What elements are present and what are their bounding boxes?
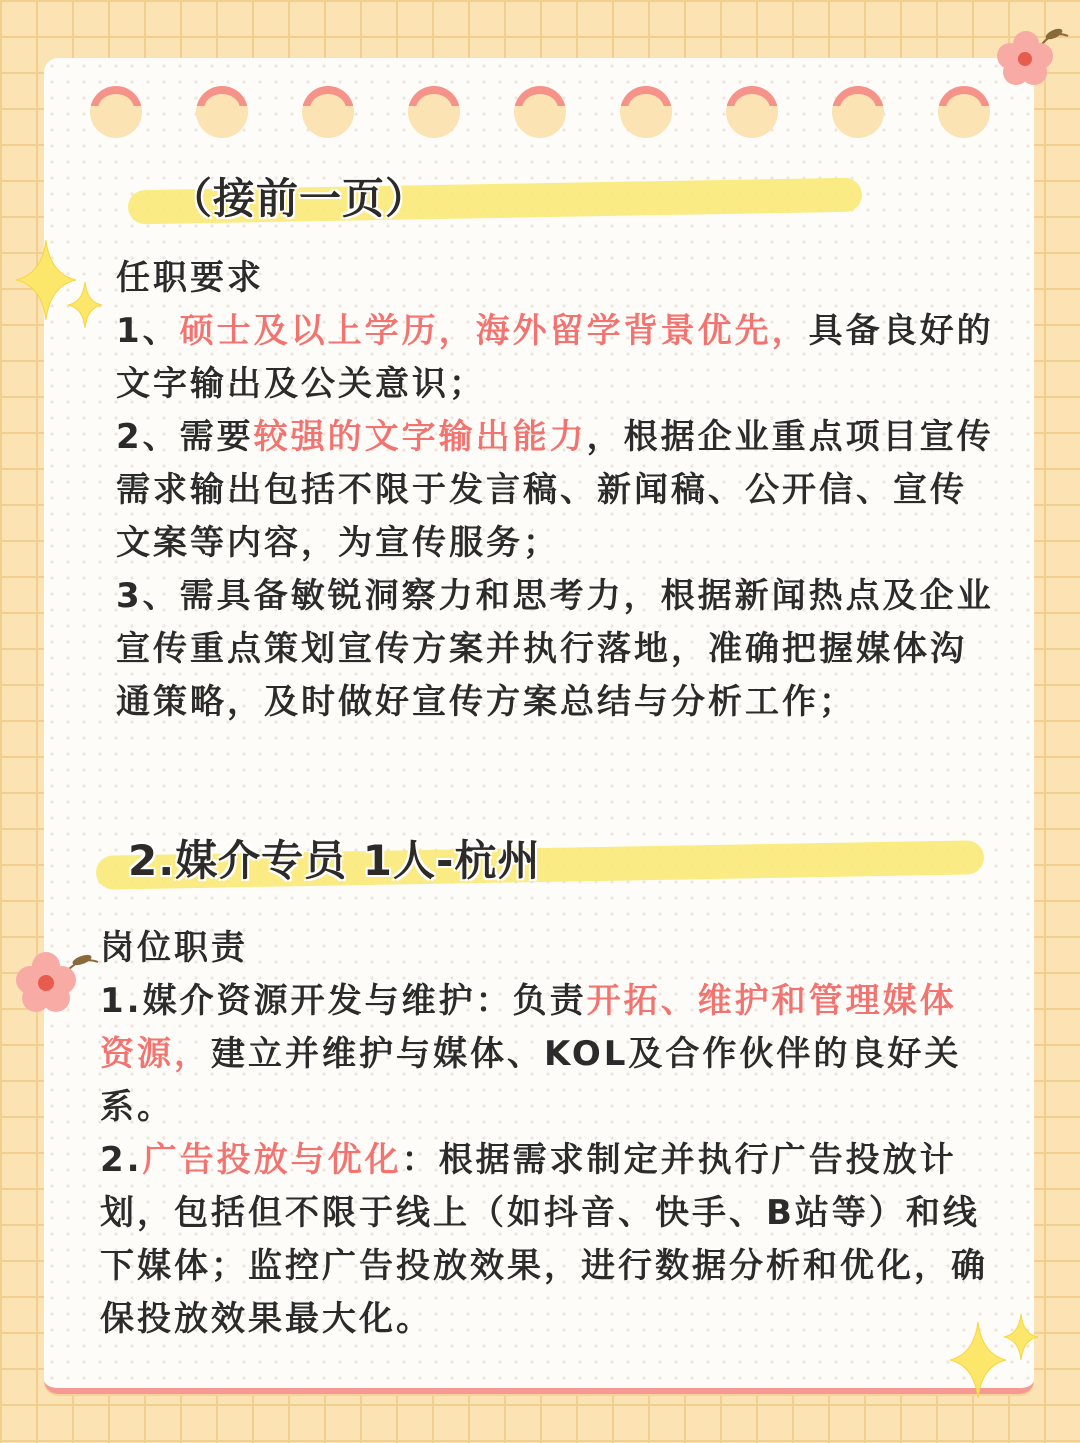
- flower-icon: [12, 946, 102, 1020]
- section-2-text: [100, 922, 990, 1346]
- list-item: [100, 975, 990, 1134]
- binder-ring-icon: [408, 86, 460, 138]
- section-1-text: [116, 252, 1002, 729]
- item-highlight: 较强的文字输出能力: [253, 417, 587, 457]
- item-highlight: 硕士及以上学历，海外留学背景优先，: [179, 311, 809, 351]
- sparkle-icon: [16, 240, 76, 320]
- binder-ring-icon: [938, 86, 990, 138]
- requirements-subheading: 任职要求: [116, 258, 264, 298]
- binder-ring-icon: [620, 86, 672, 138]
- item-text: 1.媒介资源开发与维护：负责: [100, 981, 587, 1021]
- list-item: [100, 1134, 990, 1346]
- list-item: [116, 570, 1002, 729]
- item-highlight: 开拓、维护和管理媒体资源，: [100, 981, 957, 1074]
- binder-ring-icon: [196, 86, 248, 138]
- binder-ring-icon: [302, 86, 354, 138]
- item-text: 2、需要: [116, 417, 254, 457]
- flower-icon: [992, 22, 1072, 92]
- item-text: 具备良好的文字输出及公关意识；: [116, 311, 994, 404]
- list-item: [116, 411, 1002, 570]
- item-text: 2.: [100, 1140, 143, 1180]
- binder-ring-icon: [832, 86, 884, 138]
- binder-ring-icon: [90, 86, 142, 138]
- item-text: ，根据企业重点项目宣传需求输出包括不限于发言稿、新闻稿、公开信、宣传文案等内容，为宣传服务；: [116, 417, 994, 563]
- item-text: 3、需具备敏锐洞察力和思考力，根据新闻热点及企业宣传重点策划宣传方案并执行落地，准确把握媒体沟通策略，及时做好宣传方案总结与分析工作；: [116, 576, 994, 722]
- list-item: [116, 305, 1002, 411]
- duties-subheading: 岗位职责: [100, 928, 248, 968]
- binder-ring-icon: [726, 86, 778, 138]
- sparkle-icon: [1004, 1314, 1038, 1360]
- binder-ring-icon: [514, 86, 566, 138]
- item-text: ：根据需求制定并执行广告投放计划，包括但不限于线上（如抖音、快手、B站等）和线下媒体；监控广告投放效果，进行数据分析和优化，确保投放效果最大化。: [100, 1140, 988, 1339]
- section-2-heading: 2.媒介专员 1人-杭州: [128, 836, 541, 885]
- item-text: 建立并维护与媒体、KOL及合作伙伴的良好关系。: [100, 1034, 962, 1127]
- item-highlight: 广告投放与优化: [142, 1140, 402, 1180]
- continued-heading: （接前一页）: [170, 174, 429, 223]
- sparkle-icon: [68, 282, 102, 328]
- item-text: 1、: [116, 311, 180, 351]
